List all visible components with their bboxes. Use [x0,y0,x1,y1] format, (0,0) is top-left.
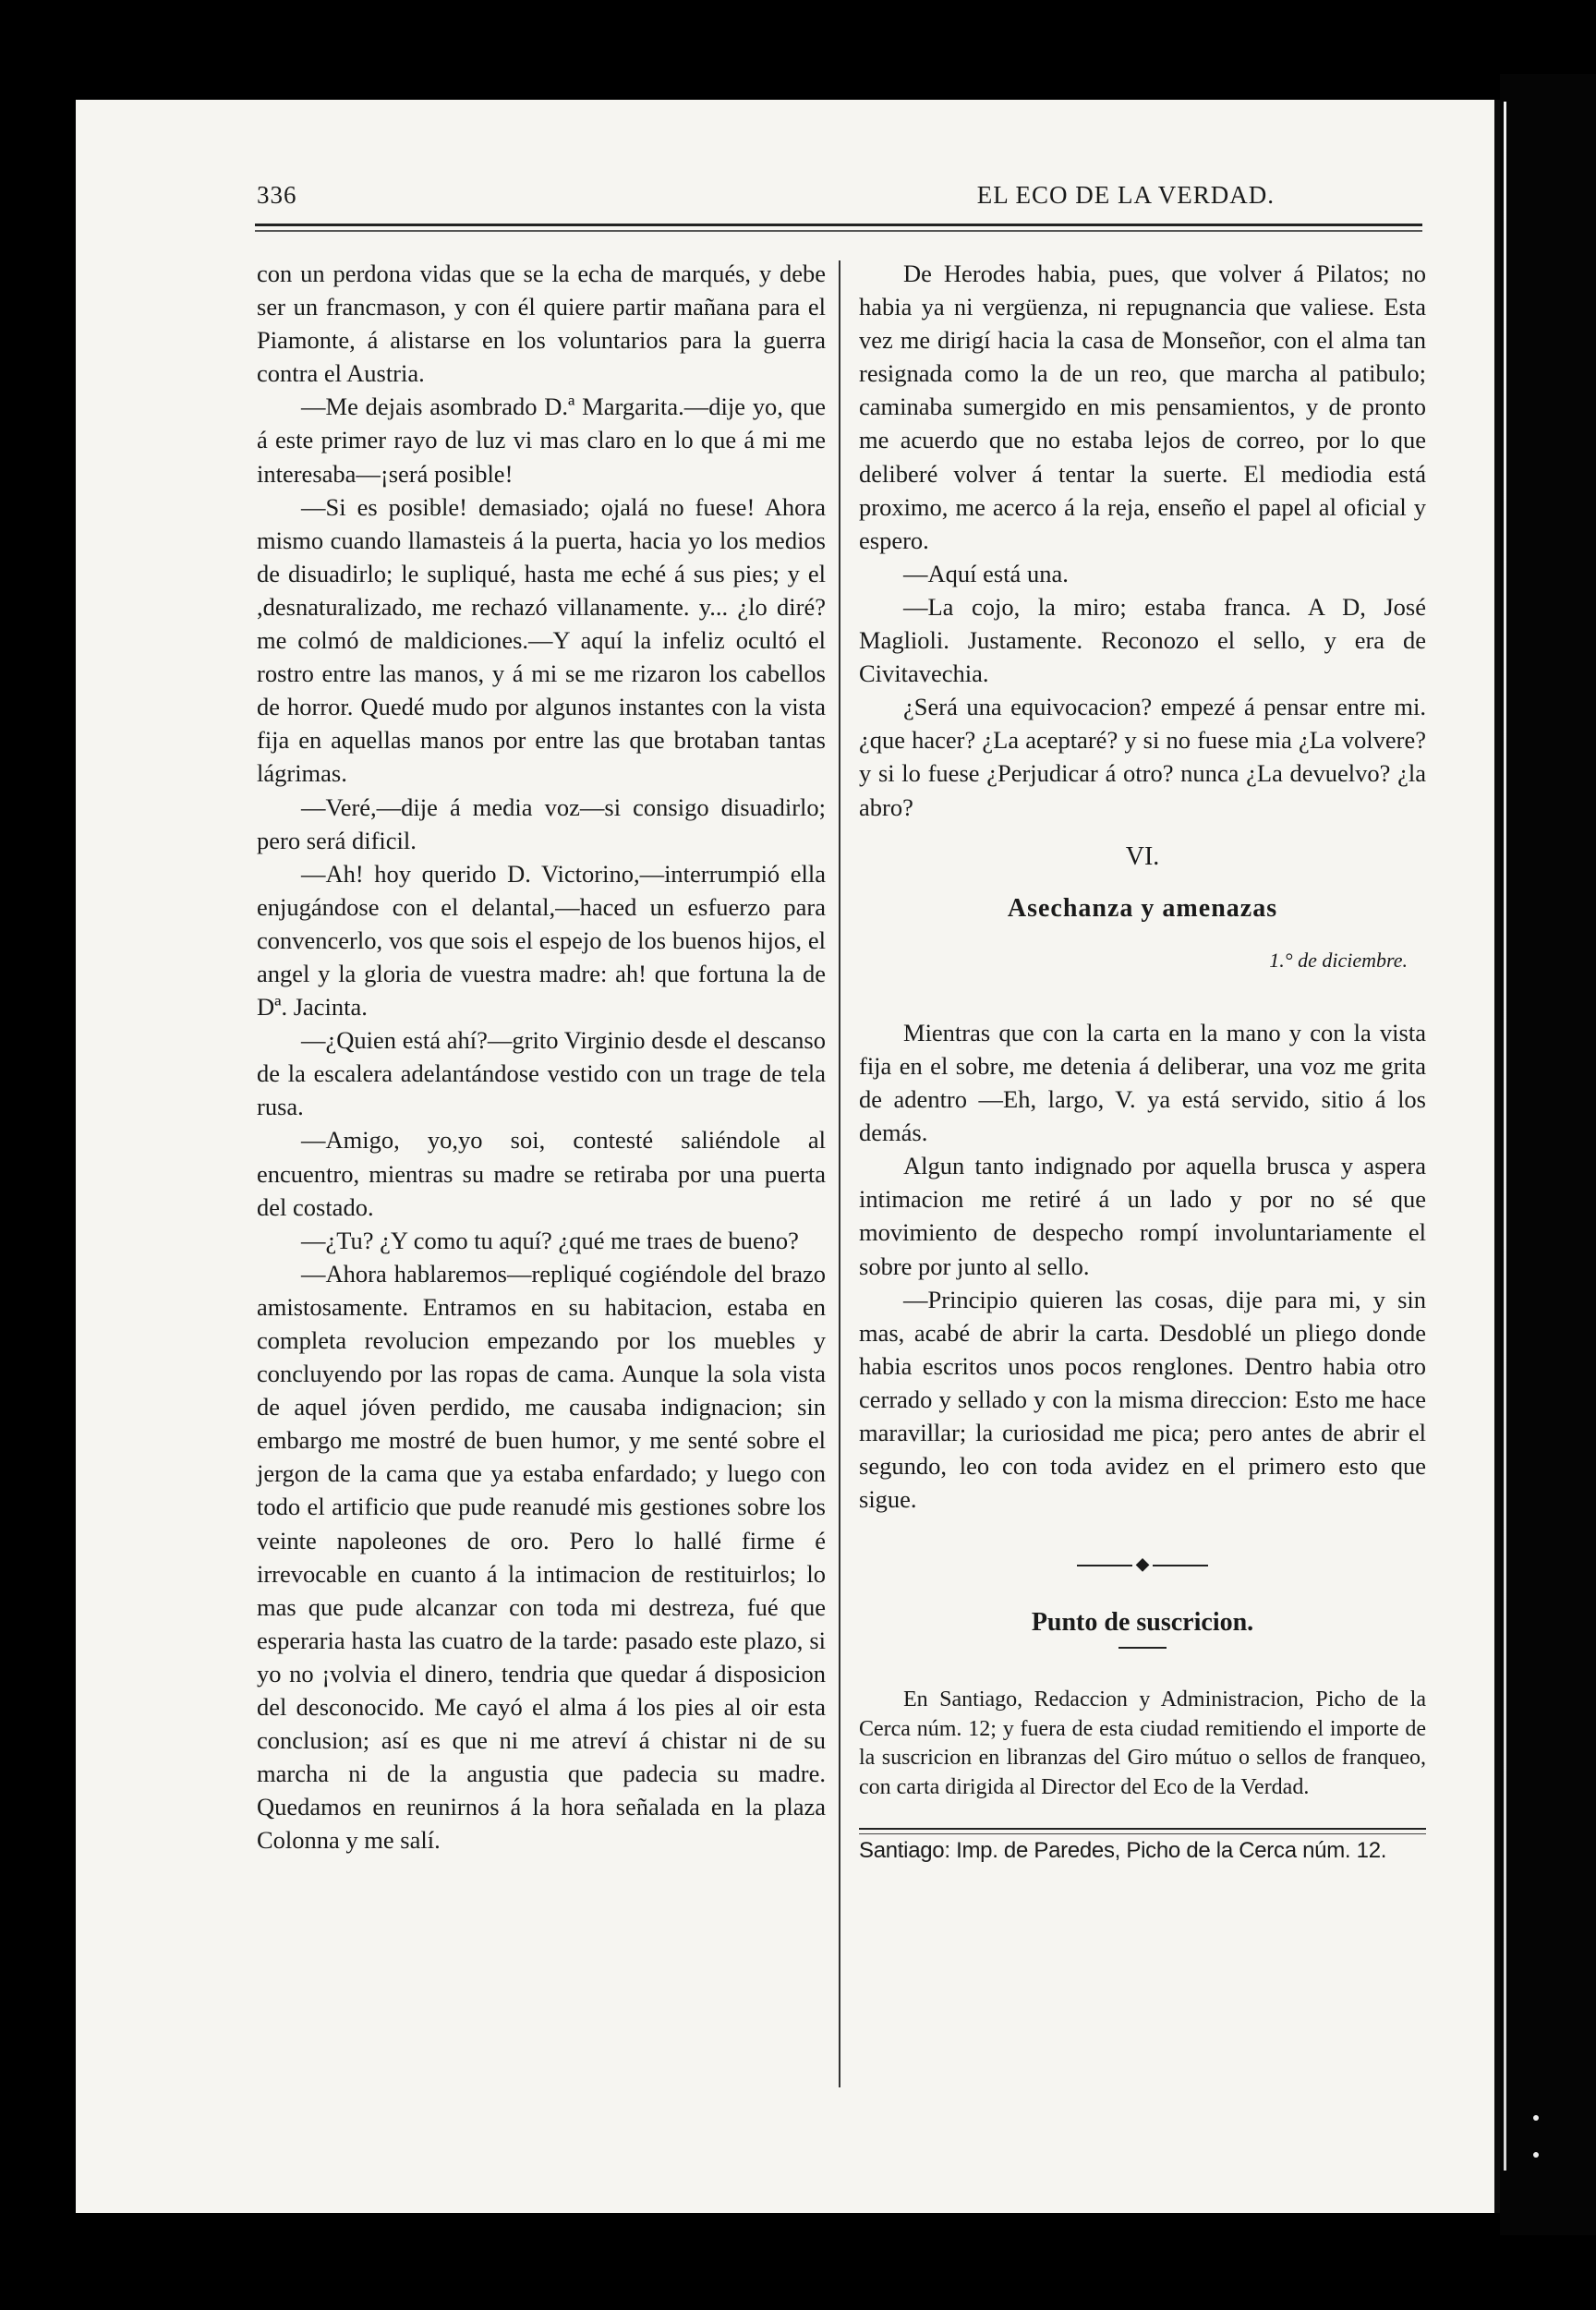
left-column [257,257,826,1857]
section-title: Asechanza y amenazas [1007,893,1278,923]
paragraph: con un perdona vidas que se la echa de marqués, y debe ser un francmason, y con él quiere partir mañana para el Piamonte, á alistarse en los voluntarios para la guerra contra el Austria. [257,260,826,388]
paragraph: —Principio quieren las cosas, dije para mi, y sin mas, acabé de abrir la carta. Desdoblé un pliego donde habia escritos unos pocos renglones. Dentro habia otro cerrado y sellado y con la misma direccion: Esto me hace maravillar; la curiosidad me pica; pero antes de abrir el segundo, leo con toda avidez en el primero esto que sigue. [859,1285,1426,1514]
paragraph: —La cojo, la miro; estaba franca. A D, José Maglioli. Justamente. Reconozo el sello, y era de Civitavechia. [859,592,1426,688]
short-rule [1118,1647,1167,1649]
scan-background [1500,74,1596,2235]
paragraph: ¿Será una equivocacion? empezé á pensar entre mi. ¿que hacer? ¿La aceptaré? y si no fuese mia ¿La volvere? y si lo fuese ¿Perjudicar á otro? nunca ¿La devuelvo? ¿la abro? [859,693,1426,821]
paragraph: —Si es posible! demasiado; ojalá no fuese! Ahora mismo cuando llamasteis á la puerta, hacia yo los medios de disuadirlo; le supliqué, hasta me eché á sus pies; y el ,desnaturalizado, me rechazó villanamente. y... ¿lo diré? me colmó de maldiciones.—Y aquí la infeliz ocultó el rostro entre las manos, y á mi se me rizaron los cabellos de horror. Quedé mudo por algunos instantes con la vista fija en aquellas manos por entre las que brotaban tantas lágrimas. [257,492,826,788]
gutter-speck [1533,2152,1539,2158]
imprint-rule [859,1828,1426,1830]
column-divider [839,260,840,2087]
paragraph: —Amigo, yo,yo soi, contesté saliéndole al encuentro, mientras su madre se retiraba por una puerta del costado. [257,1126,826,1221]
paragraph: De Herodes habia, pues, que volver á Pilatos; no habia ya ni vergüenza, ni repugnancia que valiese. Esta vez me dirigí hacia la casa de Monseñor, con el alma tan resignada como la de un reo, que marcha al patibulo; caminaba sumergido en mis pensamientos, y de pronto me acuerdo que no estaba lejos de correo, por lo que deliberé volver á tentar la suerte. El mediodia está proximo, me acerco á la reja, enseño el papel al oficial y espero. [859,260,1426,554]
page-number: 336 [257,181,297,209]
paragraph: —¿Tu? ¿Y como tu aquí? ¿qué me traes de bueno? [301,1226,799,1254]
paragraph: —Aquí está una. [903,559,1069,587]
header-rule-thin [255,230,1422,232]
page-edge [1494,100,1500,2213]
paragraph: —Ah! hoy querido D. Victorino,—interrumpió ella enjugándose con el delantal,—haced un esfuerzo para convencerlo, vos que sois el espejo de los buenos hijos, el angel y la gloria de vuestra madre: ah! que fortuna la de Dª. Jacinta. [257,859,826,1022]
section-number: VI. [1125,841,1160,871]
section-ornament: ◆ [859,1547,1426,1580]
paragraph: Algun tanto indignado por aquella brusca y aspera intimacion me retiré á un lado y por no sé que movimiento de despecho rompí involuntariamente el sobre por junto al sello. [859,1152,1426,1280]
subscription-title: Punto de suscricion. [1031,1608,1254,1638]
adjacent-page-edge [1504,102,1506,2171]
paragraph: —Me dejais asombrado D.ª Margarita.—dije yo, que á este primer rayo de luz vi mas claro en lo que á mi me interesaba—¡será posible! [257,393,826,488]
printer-imprint: Santiago: Imp. de Paredes, Picho de la Cerca núm. 12. [859,1838,1387,1864]
subscription-text: En Santiago, Redaccion y Administracion, Picho de la Cerca núm. 12; y fuera de esta ciudad remitiendo el importe de la suscricion en libranzas del Giro mútuo o sellos de franqueo, con carta dirigida al Director del Eco de la Verdad. [859,1687,1426,1799]
paragraph: Mientras que con la carta en la mano y con la vista fija en el sobre, me detenia á deliberar, una voz me grita de adentro —Eh, largo, V. ya está servido, sitio á los demás. [859,1018,1426,1147]
gutter-speck [1533,2115,1539,2121]
right-column [859,257,1426,1869]
paragraph: —Ahora hablaremos—repliqué cogiéndole del brazo amistosamente. Entramos en su habitacion, estaba en completa revolucion empezando por los muebles y concluyendo por las ropas de cama. Aunque la sola vista de aquel jóven perdido, me causaba indignacion; sin embargo me mostré de buen humor, y me senté sobre el jergon de la cama que ya estaba enfardado; y luego con todo el artificio que pude reanudé mis gestiones sobre los veinte napoleones de oro. Pero lo hallé firme é irrevocable en cuanto á la intimacion de restituirlos; lo mas que pude alcanzar con toda mi destreza, fué que esperaria hasta las cuatro de la tarde: pasado este plazo, si yo no ¡volvia el dinero, tendria que quedar á disposicion del desconocido. Me cayó el alma á los pies al oir esta conclusion; así es que ni me atreví á chistar ni de su marcha ni de la angustia que padecia su madre. Quedamos en reunirnos á la hora señalada en la plaza Colonna y me salí. [257,1259,826,1855]
page-header [257,181,1422,210]
header-rule [255,224,1422,226]
dateline: 1.° de diciembre. [1269,948,1408,972]
journal-title: EL ECO DE LA VERDAD. [976,181,1275,209]
paragraph: —Veré,—dije á media voz—si consigo disuadirlo; pero será dificil. [257,792,826,854]
paragraph: —¿Quien está ahí?—grito Virginio desde el descanso de la escalera adelantándose vestido con un trage de tela rusa. [257,1026,826,1121]
